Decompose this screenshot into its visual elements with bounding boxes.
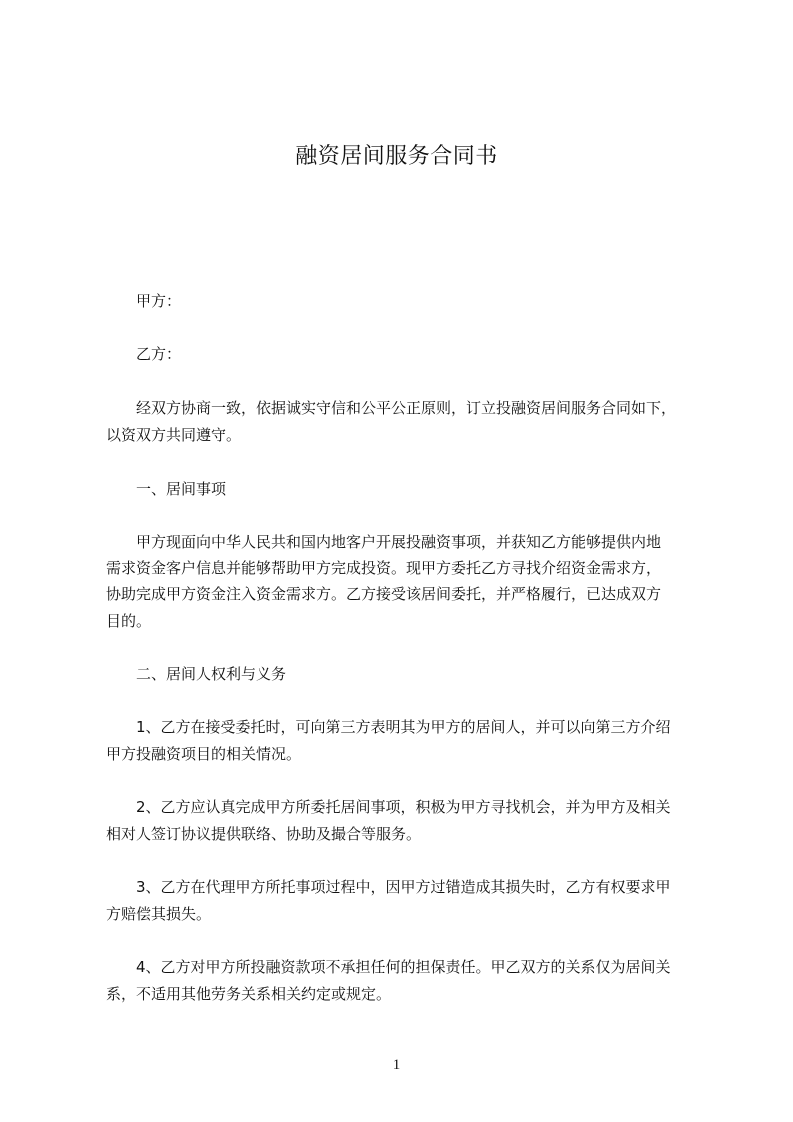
page-number: 1 [392, 1057, 401, 1073]
section-heading: 一、居间事项 [136, 480, 227, 498]
paragraph-line: 甲方现面向中华人民共和国内地客户开展投融资事项，并获知乙方能够提供内地 [136, 533, 662, 551]
list-item-line: 系，不适用其他劳务关系相关约定或规定。 [106, 985, 392, 1003]
list-item-line: 2、乙方应认真完成甲方所委托居间事项，积极为甲方寻找机会，并为甲方及相关 [136, 798, 671, 816]
intro-line: 以资双方共同遵守。 [106, 426, 242, 444]
list-item-line: 1、乙方在接受委托时，可向第三方表明其为甲方的居间人，并可以向第三方介绍 [136, 718, 671, 736]
list-item-line: 方赔偿其损失。 [106, 905, 212, 923]
list-item-line: 相对人签订协议提供联络、协助及撮合等服务。 [106, 825, 422, 843]
paragraph-line: 需求资金客户信息并能够帮助甲方完成投资。现甲方委托乙方寻找介绍资金需求方， [106, 559, 662, 577]
list-item-line: 4、乙方对甲方所投融资款项不承担任何的担保责任。甲乙双方的关系仅为居间关 [136, 958, 671, 976]
intro-line: 经双方协商一致，依据诚实守信和公平公正原则，订立投融资居间服务合同如下， [136, 399, 677, 417]
party-b-label: 乙方： [136, 345, 182, 363]
list-item-line: 甲方投融资项目的相关情况。 [106, 745, 302, 763]
paragraph-line: 协助完成甲方资金注入资金需求方。乙方接受该居间委托，并严格履行，已达成双方 [106, 585, 662, 603]
document-title: 融资居间服务合同书 [295, 144, 498, 169]
section-heading: 二、居间人权利与义务 [136, 665, 287, 683]
list-item-line: 3、乙方在代理甲方所托事项过程中，因甲方过错造成其损失时，乙方有权要求甲 [136, 878, 671, 896]
paragraph-line: 目的。 [106, 612, 152, 630]
party-a-label: 甲方： [136, 292, 182, 310]
